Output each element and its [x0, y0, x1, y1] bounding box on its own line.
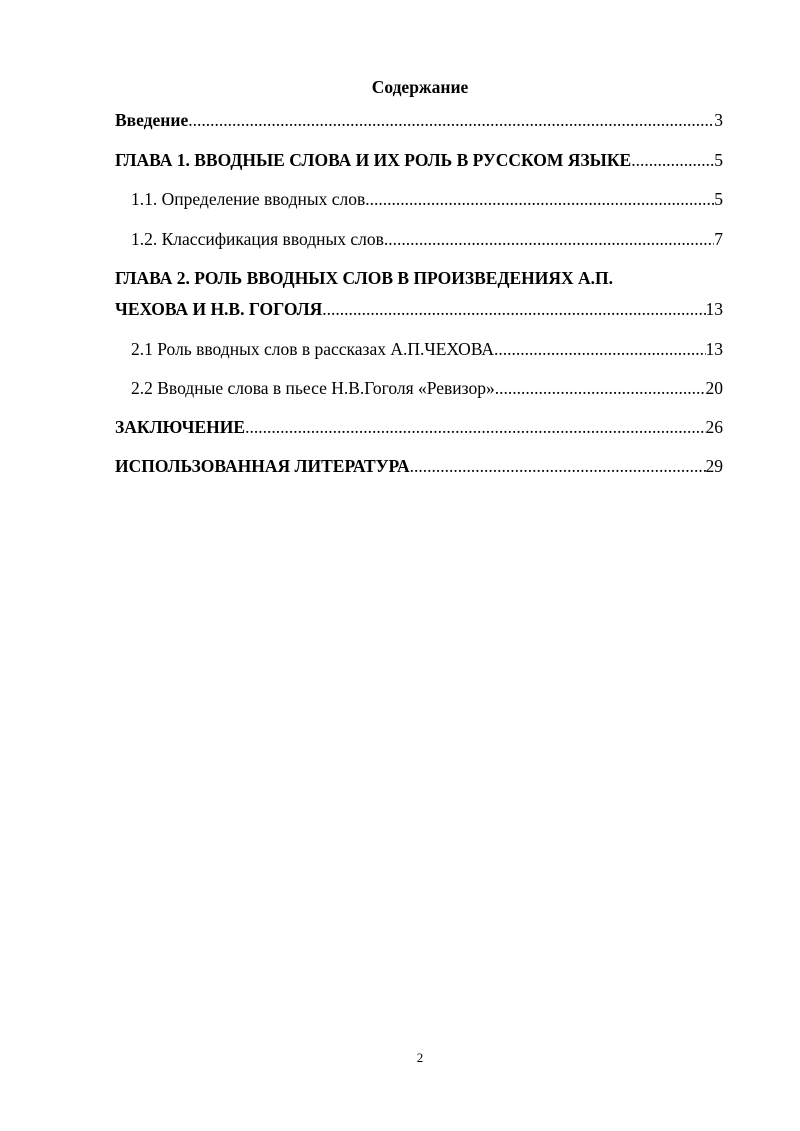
toc-dot-leader — [245, 416, 705, 438]
toc-entry-label: 1.1. Определение вводных слов — [131, 189, 366, 209]
toc-dot-leader — [494, 338, 705, 360]
toc-entry-chapter-2-line1[interactable]: ГЛАВА 2. РОЛЬ ВВОДНЫХ СЛОВ В ПРОИЗВЕДЕНИЯХ А.П. — [115, 268, 614, 288]
toc-dot-leader — [410, 455, 706, 477]
toc-title: Содержание — [371, 77, 469, 97]
toc-entry-label: ГЛАВА 1. ВВОДНЫЕ СЛОВА И ИХ РОЛЬ В РУССКОМ ЯЗЫКЕ — [115, 150, 632, 170]
toc-dot-leader — [188, 109, 714, 131]
toc-dot-leader — [495, 377, 706, 399]
toc-entry-label: 2.1 Роль вводных слов в рассказах А.П.ЧЕХОВА — [131, 339, 495, 359]
toc-entry-label: Введение — [115, 110, 189, 130]
toc-dot-leader — [365, 188, 714, 210]
toc-entry-label: ЗАКЛЮЧЕНИЕ — [115, 417, 246, 437]
toc-entry-page: 29 — [705, 456, 723, 476]
page-number: 2 — [416, 1050, 424, 1065]
toc-entry-page: 26 — [705, 417, 723, 437]
toc-entry-chapter-2[interactable] — [115, 298, 723, 320]
toc-entry-conclusion[interactable] — [115, 416, 723, 438]
toc-entry-page: 5 — [714, 189, 723, 209]
toc-dot-leader — [384, 228, 714, 250]
toc-entry-label: 2.2 Вводные слова в пьесе Н.В.Гоголя «Ревизор» — [131, 378, 495, 398]
toc-entry-page: 13 — [705, 299, 723, 319]
toc-dot-leader — [322, 298, 705, 320]
toc-entry-chapter-1[interactable] — [115, 149, 723, 171]
toc-entry-label: ЧЕХОВА И Н.В. ГОГОЛЯ — [115, 299, 323, 319]
toc-entry-page: 5 — [714, 150, 723, 170]
toc-entry-page: 7 — [714, 229, 723, 249]
toc-entry-label: 1.2. Классификация вводных слов — [131, 229, 384, 249]
toc-entry-label: ИСПОЛЬЗОВАННАЯ ЛИТЕРАТУРА — [115, 456, 410, 476]
toc-entry-section-1-2[interactable] — [131, 228, 723, 250]
toc-dot-leader — [631, 149, 714, 171]
toc-entry-section-2-1[interactable] — [131, 338, 723, 360]
toc-entry-references[interactable] — [115, 455, 723, 477]
toc-entry-section-2-2[interactable] — [131, 377, 723, 399]
toc-entry-section-1-1[interactable] — [131, 188, 723, 210]
toc-entry-introduction[interactable] — [115, 109, 723, 131]
toc-entry-page: 20 — [705, 378, 723, 398]
toc-entry-page: 13 — [705, 339, 723, 359]
toc-entry-page: 3 — [714, 110, 723, 130]
